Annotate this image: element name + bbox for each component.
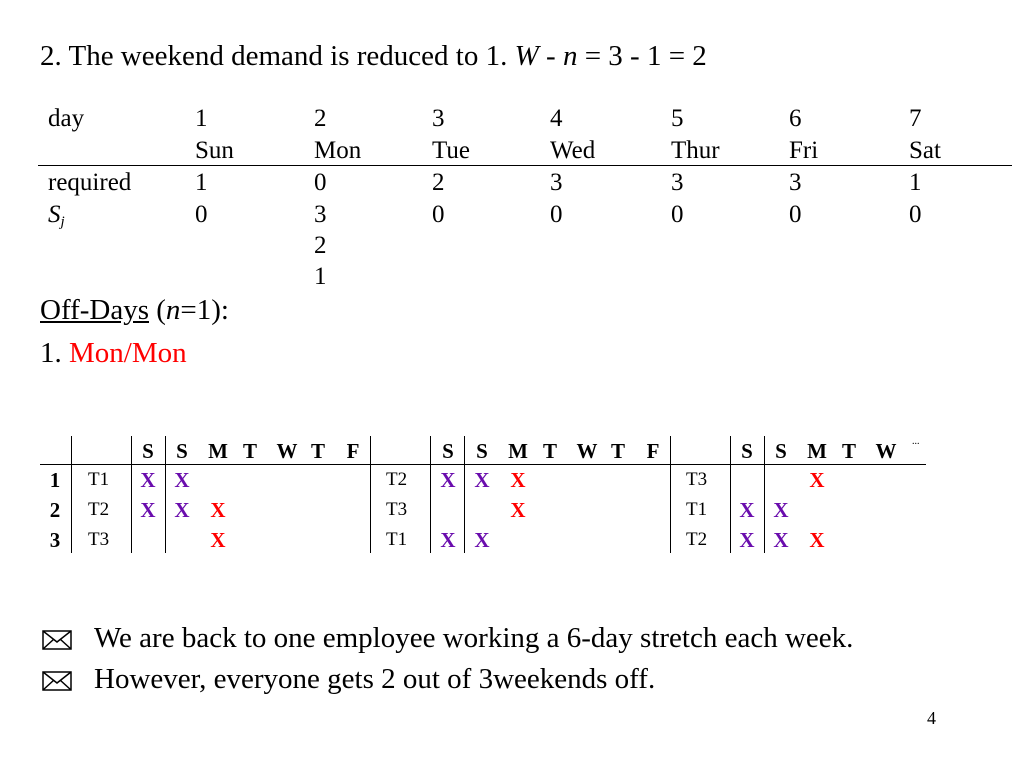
schedule-vline <box>430 436 431 553</box>
day-number: 1 <box>195 105 208 132</box>
sj-subscript: j <box>60 214 65 230</box>
off-mark: X <box>510 498 526 522</box>
worker-label: T2 <box>686 529 708 550</box>
off-mark: X <box>809 528 825 552</box>
schedule-header-line <box>40 464 926 465</box>
off-mark: X <box>739 498 755 522</box>
day-name: Thur <box>671 137 720 164</box>
day-number: 3 <box>432 105 445 132</box>
schedule-header: M <box>208 439 228 463</box>
required-value: 0 <box>314 169 327 196</box>
worker-label: T3 <box>88 529 110 550</box>
off-mark: X <box>440 468 456 492</box>
schedule-header: T <box>542 439 557 463</box>
title-w: W <box>514 40 539 72</box>
off-days-label: Off-Days <box>40 294 149 326</box>
title-minus: - <box>546 40 556 72</box>
day-number: 2 <box>314 105 327 132</box>
schedule-header: S <box>176 439 188 463</box>
off-mark: X <box>140 468 156 492</box>
off-mark: X <box>739 528 755 552</box>
schedule-header: F <box>346 439 360 463</box>
schedule-header: S <box>741 439 753 463</box>
off-days-paren: ( <box>156 294 166 326</box>
worker-label: T2 <box>88 499 110 520</box>
schedule-header: M <box>508 439 528 463</box>
schedule-header: T <box>242 439 257 463</box>
off-mark: X <box>440 528 456 552</box>
envelope-icon <box>42 671 72 691</box>
sj-value: 0 <box>550 201 563 228</box>
required-value: 2 <box>432 169 445 196</box>
schedule-vline <box>131 436 132 553</box>
schedule-header: T <box>841 439 856 463</box>
envelope-icon <box>42 630 72 650</box>
sj-value: 0 <box>909 201 922 228</box>
slide-title <box>40 38 707 74</box>
row-label-day: day <box>48 105 85 132</box>
bullet-text: However, everyone gets 2 out of 3weekends off. <box>94 663 656 695</box>
schedule-header: M <box>807 439 827 463</box>
off-mark: X <box>510 468 526 492</box>
sj-value: 0 <box>195 201 208 228</box>
off-days-rest: =1): <box>180 294 229 326</box>
schedule-vline <box>464 436 465 553</box>
schedule-header: T <box>310 439 325 463</box>
row-number: 1 <box>49 468 61 492</box>
off-mark: X <box>809 468 825 492</box>
required-value: 3 <box>550 169 563 196</box>
day-name: Sat <box>909 137 941 164</box>
schedule-header: S <box>775 439 787 463</box>
schedule-header: S <box>142 439 154 463</box>
schedule-header: W <box>276 439 298 463</box>
worker-label: T3 <box>686 469 708 490</box>
required-value: 1 <box>909 169 922 196</box>
day-name: Fri <box>789 137 819 164</box>
mon-extra-value: 2 <box>314 232 327 259</box>
required-value: 3 <box>789 169 802 196</box>
off-mark: X <box>174 468 190 492</box>
row-number: 2 <box>49 498 61 522</box>
worker-label: T1 <box>686 499 708 520</box>
sj-letter: S <box>48 201 61 228</box>
table-divider <box>38 165 1012 166</box>
mon-extra-value: 1 <box>314 263 327 290</box>
sj-value: 3 <box>314 201 327 228</box>
page-number: 4 <box>927 708 936 728</box>
required-value: 3 <box>671 169 684 196</box>
day-number: 7 <box>909 105 922 132</box>
worker-label: T3 <box>386 499 408 520</box>
worker-label: T1 <box>88 469 110 490</box>
schedule-ellipsis: ... <box>912 436 920 447</box>
off-mark: X <box>140 498 156 522</box>
row-label-sj <box>48 200 65 237</box>
row-number: 3 <box>49 528 61 552</box>
worker-label: T2 <box>386 469 408 490</box>
title-suffix: = 3 - 1 = 2 <box>584 40 707 72</box>
off-mark: X <box>773 498 789 522</box>
sj-value: 0 <box>671 201 684 228</box>
schedule-vline <box>165 436 166 553</box>
schedule-header: T <box>610 439 625 463</box>
schedule-header: S <box>476 439 488 463</box>
day-number: 6 <box>789 105 802 132</box>
day-name: Tue <box>432 137 470 164</box>
bullet-text: We are back to one employee working a 6-day stretch each week. <box>94 622 854 654</box>
day-name: Sun <box>195 137 234 164</box>
day-name: Wed <box>550 137 596 164</box>
day-number: 4 <box>550 105 563 132</box>
off-day-item <box>40 335 187 371</box>
schedule-header: S <box>442 439 454 463</box>
off-mark: X <box>174 498 190 522</box>
item-text: Mon/Mon <box>69 337 187 369</box>
schedule-table <box>40 436 926 553</box>
day-number: 5 <box>671 105 684 132</box>
schedule-header: W <box>576 439 598 463</box>
item-number: 1. <box>40 337 62 369</box>
required-value: 1 <box>195 169 208 196</box>
schedule-header: W <box>875 439 897 463</box>
demand-table <box>38 104 1012 294</box>
row-label-required: required <box>48 169 132 196</box>
schedule-header: F <box>646 439 660 463</box>
off-mark: X <box>210 498 226 522</box>
schedule-vline <box>71 436 72 553</box>
schedule-vline <box>670 436 671 553</box>
schedule-vline <box>370 436 371 553</box>
schedule-vline <box>730 436 731 553</box>
off-days-n: n <box>165 294 181 326</box>
title-prefix: 2. The weekend demand is reduced to 1. <box>40 40 508 72</box>
worker-label: T1 <box>386 529 408 550</box>
off-mark: X <box>773 528 789 552</box>
sj-value: 0 <box>432 201 445 228</box>
off-mark: X <box>474 528 490 552</box>
off-mark: X <box>474 468 490 492</box>
day-name: Mon <box>314 137 362 164</box>
off-days-heading <box>40 292 229 328</box>
off-mark: X <box>210 528 226 552</box>
sj-value: 0 <box>789 201 802 228</box>
title-n: n <box>562 40 578 72</box>
schedule-vline <box>764 436 765 553</box>
